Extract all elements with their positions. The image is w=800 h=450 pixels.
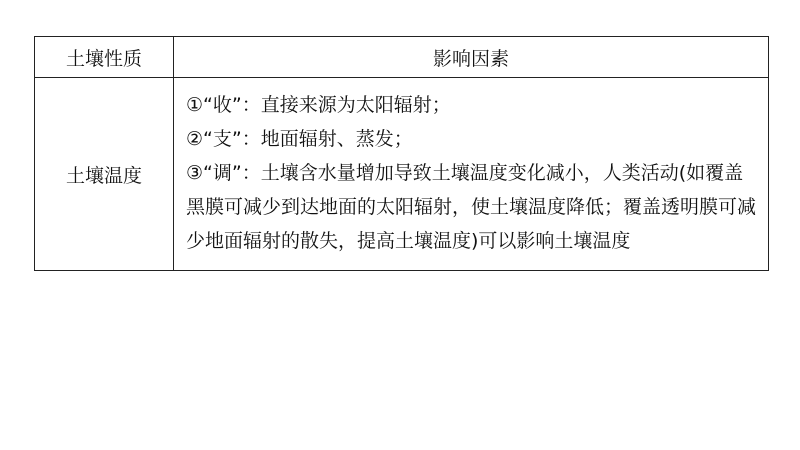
table-header-row [35, 37, 769, 78]
soil-temperature-cell: 土壤温度 [35, 78, 174, 271]
factor-expenditure: ②“支”：地面辐射、蒸发； [186, 128, 413, 150]
soil-property-table [34, 36, 769, 271]
table-row [35, 78, 769, 271]
header-soil-property: 土壤性质 [35, 37, 174, 78]
header-influencing-factors: 影响因素 [174, 37, 769, 78]
factors-cell [174, 78, 769, 271]
factor-income: ①“收”：直接来源为太阳辐射； [186, 94, 451, 116]
factor-regulation: ③“调”：土壤含水量增加导致土壤温度变化减小，人类活动(如覆盖黑膜可减少到达地面的太阳辐射，使土壤温度降低；覆盖透明膜可减少地面辐射的散失，提高土壤温度)可以影响土壤温度 [186, 162, 757, 252]
